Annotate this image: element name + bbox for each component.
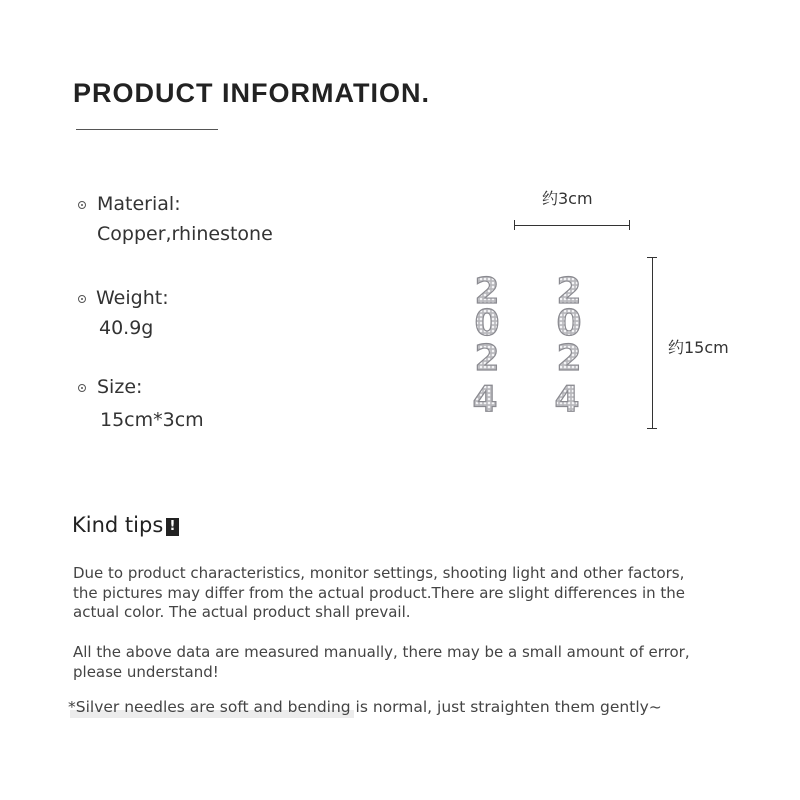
bullet-icon bbox=[78, 384, 86, 392]
earring-left-digit: 4 bbox=[472, 379, 498, 420]
weight-value: 40.9g bbox=[99, 317, 154, 339]
earrings-image bbox=[455, 265, 605, 420]
material-label: Material: bbox=[97, 193, 181, 215]
weight-label: Weight: bbox=[96, 287, 169, 309]
bullet-icon bbox=[78, 201, 86, 209]
height-dimension-line bbox=[652, 257, 653, 429]
earring-right-digit: 2 bbox=[556, 271, 582, 312]
height-dimension-label: 约15cm bbox=[668, 338, 729, 357]
height-dimension-tick bbox=[647, 428, 657, 429]
earring-left-digit: 2 bbox=[474, 271, 500, 312]
material-value: Copper,rhinestone bbox=[97, 223, 273, 245]
width-dimension-tick bbox=[629, 220, 630, 230]
tips-paragraph-color-difference: Due to product characteristics, monitor settings, shooting light and other factors, the pictures may differ from the actual product.There are slight differences in the actual color. The actual product shall prevail. bbox=[73, 564, 685, 621]
page-title: PRODUCT INFORMATION. bbox=[73, 78, 430, 108]
earring-left-digit: 0 bbox=[474, 303, 500, 344]
warning-icon: ! bbox=[166, 518, 179, 536]
earring-left-digit: 2 bbox=[474, 338, 500, 379]
kind-tips-heading: Kind tips bbox=[72, 513, 164, 537]
earring-right-digit: 4 bbox=[554, 379, 580, 420]
size-label: Size: bbox=[97, 376, 143, 398]
height-dimension-tick bbox=[647, 257, 657, 258]
title-underline bbox=[76, 129, 218, 130]
width-dimension-line bbox=[514, 225, 630, 226]
tips-paragraph-measurement: All the above data are measured manually, there may be a small amount of error, please understand! bbox=[73, 643, 690, 681]
size-value: 15cm*3cm bbox=[100, 409, 204, 431]
width-dimension-label: 约3cm bbox=[542, 189, 593, 208]
tips-note: *Silver needles are soft and bending is normal, just straighten them gently~ bbox=[68, 698, 662, 716]
width-dimension-tick bbox=[514, 220, 515, 230]
earring-right-digit: 2 bbox=[556, 338, 582, 379]
bullet-icon bbox=[78, 295, 86, 303]
earring-right-digit: 0 bbox=[556, 303, 582, 344]
